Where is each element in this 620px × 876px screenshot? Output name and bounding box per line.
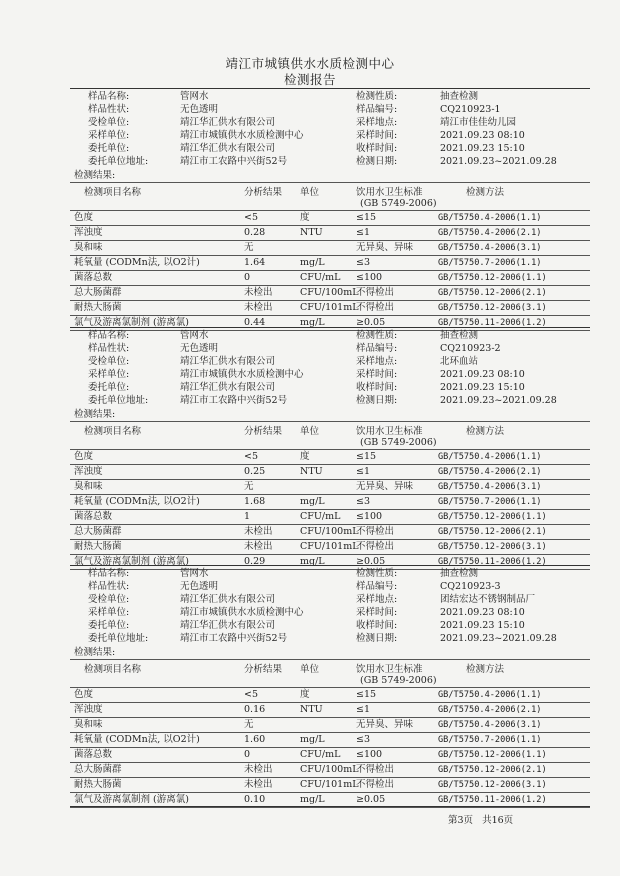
table-header: [0, 422, 620, 450]
cell-standard: ≤100: [356, 272, 383, 283]
meta-row: [0, 368, 620, 382]
meta-value: 管网水: [180, 568, 209, 579]
cell-unit: CFU/101mL: [300, 541, 359, 552]
cell-item: 耗氧量 (CODMn法, 以O2计): [74, 734, 200, 745]
meta-label: 采样单位:: [88, 607, 130, 618]
header-method: 检测方法: [466, 187, 505, 198]
cell-method: GB/T5750.12-2006(3.1): [438, 780, 547, 790]
cell-unit: mg/L: [300, 794, 325, 805]
cell-item: 耗氧量 (CODMn法, 以O2计): [74, 257, 200, 268]
meta-label: 检测日期:: [356, 633, 398, 644]
meta-value: 2021.09.23 15:10: [440, 382, 525, 393]
meta-label: 采样单位:: [88, 130, 130, 141]
meta-label: 检测性质:: [356, 91, 398, 102]
cell-standard: 不得检出: [356, 779, 395, 790]
divider-line: [70, 565, 590, 566]
cell-standard: ≥0.05: [356, 556, 386, 567]
table-row: [0, 480, 620, 494]
cell-standard: ≤3: [356, 734, 371, 745]
report-section: [0, 86, 620, 346]
header-standard-code: (GB 5749-2006): [360, 437, 437, 448]
meta-value: 靖江市佳佳幼儿园: [440, 117, 517, 128]
meta-label: 委托单位地址:: [88, 156, 149, 167]
meta-label: 委托单位:: [88, 620, 130, 631]
cell-result: 0: [244, 749, 251, 760]
cell-result: 0.44: [244, 317, 266, 328]
meta-label: 采样地点:: [356, 594, 398, 605]
table-row: [0, 301, 620, 315]
cell-item: 总大肠菌群: [74, 287, 122, 298]
table-row: [0, 226, 620, 240]
meta-label: 采样时间:: [356, 369, 398, 380]
cell-standard: ≤1: [356, 704, 371, 715]
meta-value: CQ210923-3: [440, 581, 501, 592]
meta-row: [0, 90, 620, 104]
table-row: [0, 286, 620, 300]
cell-result: 1.60: [244, 734, 266, 745]
cell-result: 0: [244, 272, 251, 283]
cell-method: GB/T5750.4-2006(3.1): [438, 243, 542, 253]
meta-row: [0, 632, 620, 646]
cell-item: 耗氧量 (CODMn法, 以O2计): [74, 496, 200, 507]
cell-standard: ≤15: [356, 212, 377, 223]
meta-value: 抽查检测: [440, 91, 479, 102]
cell-method: GB/T5750.7-2006(1.1): [438, 735, 542, 745]
cell-standard: ≤15: [356, 451, 377, 462]
meta-row: [0, 355, 620, 369]
cell-result: <5: [244, 451, 259, 462]
meta-label: 委托单位地址:: [88, 395, 149, 406]
meta-row: [0, 116, 620, 130]
divider-line: [70, 806, 590, 807]
cell-method: GB/T5750.11-2006(1.2): [438, 795, 547, 805]
cell-item: 色度: [74, 212, 94, 223]
table-header: [0, 183, 620, 211]
cell-method: GB/T5750.4-2006(2.1): [438, 705, 542, 715]
meta-value: 2021.09.23 08:10: [440, 607, 525, 618]
cell-method: GB/T5750.4-2006(1.1): [438, 690, 542, 700]
cell-result: 1.64: [244, 257, 266, 268]
meta-value: 靖江市工农路中兴街52号: [180, 395, 288, 406]
meta-value: 管网水: [180, 91, 209, 102]
cell-standard: ≤3: [356, 257, 371, 268]
cell-unit: CFU/mL: [300, 749, 341, 760]
cell-standard: 不得检出: [356, 287, 395, 298]
cell-result: 无: [244, 242, 254, 253]
cell-result: 未检出: [244, 287, 273, 298]
header-method: 检测方法: [466, 426, 505, 437]
meta-value: 靖江市城镇供水水质检测中心: [180, 130, 304, 141]
meta-row: [0, 142, 620, 156]
cell-item: 菌落总数: [74, 272, 113, 283]
cell-item: 总大肠菌群: [74, 764, 122, 775]
meta-value: 管网水: [180, 330, 209, 341]
cell-item: 氯气及游离氯制剂 (游离氯): [74, 317, 189, 328]
meta-label: 样品编号:: [356, 343, 398, 354]
cell-unit: 度: [300, 451, 310, 462]
meta-label: 采样地点:: [356, 117, 398, 128]
table-row: [0, 211, 620, 225]
cell-result: 0.25: [244, 466, 266, 477]
cell-item: 臭和味: [74, 481, 103, 492]
cell-item: 耐热大肠菌: [74, 541, 122, 552]
meta-value: 2021.09.23~2021.09.28: [440, 395, 557, 406]
cell-item: 浑浊度: [74, 466, 103, 477]
cell-item: 色度: [74, 689, 94, 700]
meta-label: 样品名称:: [88, 91, 130, 102]
header-unit: 单位: [300, 664, 320, 675]
cell-result: 无: [244, 719, 254, 730]
meta-value: 靖江华汇供水有限公司: [180, 620, 276, 631]
cell-unit: mg/L: [300, 257, 325, 268]
page-number: 第3页: [448, 815, 474, 826]
cell-method: GB/T5750.12-2006(3.1): [438, 542, 547, 552]
cell-standard: ≤15: [356, 689, 377, 700]
header-standard: 饮用水卫生标准: [356, 187, 423, 198]
cell-unit: CFU/100mL: [300, 764, 359, 775]
meta-value: CQ210923-1: [440, 104, 501, 115]
cell-method: GB/T5750.11-2006(1.2): [438, 557, 547, 567]
cell-method: GB/T5750.12-2006(1.1): [438, 750, 547, 760]
table-header: [0, 660, 620, 688]
meta-label: 收样时间:: [356, 382, 398, 393]
cell-result: 未检出: [244, 779, 273, 790]
cell-item: 臭和味: [74, 719, 103, 730]
cell-result: 无: [244, 481, 254, 492]
header-item: 检测项目名称: [84, 187, 142, 198]
cell-standard: 不得检出: [356, 302, 395, 313]
cell-method: GB/T5750.12-2006(2.1): [438, 765, 547, 775]
cell-method: GB/T5750.12-2006(2.1): [438, 527, 547, 537]
cell-standard: 不得检出: [356, 526, 395, 537]
divider-line: [70, 807, 590, 808]
meta-label: 收样时间:: [356, 143, 398, 154]
cell-method: GB/T5750.11-2006(1.2): [438, 318, 547, 328]
cell-unit: 度: [300, 212, 310, 223]
cell-item: 浑浊度: [74, 704, 103, 715]
header-result: 分析结果: [244, 426, 283, 437]
cell-item: 菌落总数: [74, 749, 113, 760]
cell-method: GB/T5750.4-2006(2.1): [438, 467, 542, 477]
meta-label: 收样时间:: [356, 620, 398, 631]
meta-label: 样品性状:: [88, 343, 130, 354]
meta-row: [0, 580, 620, 594]
table-row: [0, 241, 620, 255]
meta-value: 靖江华汇供水有限公司: [180, 356, 276, 367]
table-row: [0, 748, 620, 762]
table-row: [0, 703, 620, 717]
results-label: 检测结果:: [74, 170, 116, 181]
header-standard-code: (GB 5749-2006): [360, 675, 437, 686]
cell-result: 0.28: [244, 227, 266, 238]
meta-value: 靖江华汇供水有限公司: [180, 594, 276, 605]
meta-row: [0, 606, 620, 620]
page-title: 靖江市城镇供水水质检测中心: [225, 56, 395, 71]
report-section: [0, 563, 620, 823]
meta-label: 采样地点:: [356, 356, 398, 367]
cell-unit: mg/L: [300, 496, 325, 507]
meta-label: 检测日期:: [356, 156, 398, 167]
meta-label: 样品编号:: [356, 104, 398, 115]
meta-label: 样品名称:: [88, 568, 130, 579]
cell-unit: CFU/101mL: [300, 302, 359, 313]
meta-label: 样品性状:: [88, 581, 130, 592]
cell-unit: NTU: [300, 227, 323, 238]
cell-result: 未检出: [244, 764, 273, 775]
table-row: [0, 450, 620, 464]
cell-result: 1: [244, 511, 251, 522]
divider-line: [70, 327, 590, 328]
meta-value: 无色透明: [180, 343, 219, 354]
divider-line: [70, 88, 590, 89]
cell-standard: 不得检出: [356, 764, 395, 775]
header-unit: 单位: [300, 426, 320, 437]
table-row: [0, 465, 620, 479]
table-row: [0, 256, 620, 270]
cell-result: 0.29: [244, 556, 266, 567]
cell-method: GB/T5750.4-2006(1.1): [438, 452, 542, 462]
cell-method: GB/T5750.12-2006(1.1): [438, 512, 547, 522]
page-footer: [448, 812, 519, 826]
cell-result: 1.68: [244, 496, 266, 507]
header-item: 检测项目名称: [84, 426, 142, 437]
meta-row: [0, 381, 620, 395]
meta-value: 靖江市城镇供水水质检测中心: [180, 369, 304, 380]
meta-row: [0, 619, 620, 633]
meta-label: 检测日期:: [356, 395, 398, 406]
table-row: [0, 733, 620, 747]
table-row: [0, 510, 620, 524]
meta-label: 受检单位:: [88, 356, 130, 367]
meta-value: 2021.09.23 15:10: [440, 620, 525, 631]
header-method: 检测方法: [466, 664, 505, 675]
meta-row: [0, 342, 620, 356]
meta-label: 受检单位:: [88, 594, 130, 605]
header-standard: 饮用水卫生标准: [356, 664, 423, 675]
meta-label: 采样时间:: [356, 607, 398, 618]
meta-row: [0, 155, 620, 169]
meta-value: 团结宏达不锈钢制品厂: [440, 594, 536, 605]
meta-value: 靖江市工农路中兴街52号: [180, 633, 288, 644]
meta-value: 靖江华汇供水有限公司: [180, 117, 276, 128]
cell-item: 浑浊度: [74, 227, 103, 238]
meta-label: 样品编号:: [356, 581, 398, 592]
table-row: [0, 718, 620, 732]
cell-item: 菌落总数: [74, 511, 113, 522]
meta-label: 委托单位:: [88, 143, 130, 154]
cell-unit: CFU/100mL: [300, 526, 359, 537]
meta-value: 无色透明: [180, 104, 219, 115]
meta-label: 委托单位:: [88, 382, 130, 393]
cell-result: <5: [244, 689, 259, 700]
meta-value: 靖江华汇供水有限公司: [180, 382, 276, 393]
meta-value: 无色透明: [180, 581, 219, 592]
meta-value: 抽查检测: [440, 330, 479, 341]
meta-value: 2021.09.23~2021.09.28: [440, 156, 557, 167]
meta-row: [0, 593, 620, 607]
cell-unit: CFU/mL: [300, 272, 341, 283]
meta-label: 检测性质:: [356, 568, 398, 579]
meta-value: 2021.09.23 08:10: [440, 369, 525, 380]
meta-row: [0, 329, 620, 343]
table-row: [0, 688, 620, 702]
table-row: [0, 793, 620, 807]
cell-standard: ≤1: [356, 227, 371, 238]
cell-result: 未检出: [244, 541, 273, 552]
cell-item: 耐热大肠菌: [74, 302, 122, 313]
cell-result: 未检出: [244, 526, 273, 537]
table-row: [0, 778, 620, 792]
cell-item: 氯气及游离氯制剂 (游离氯): [74, 556, 189, 567]
cell-unit: NTU: [300, 466, 323, 477]
meta-value: 2021.09.23 15:10: [440, 143, 525, 154]
cell-result: <5: [244, 212, 259, 223]
cell-unit: mg/L: [300, 317, 325, 328]
cell-method: GB/T5750.4-2006(3.1): [438, 720, 542, 730]
meta-row: [0, 567, 620, 581]
cell-method: GB/T5750.4-2006(2.1): [438, 228, 542, 238]
cell-standard: 不得检出: [356, 541, 395, 552]
meta-label: 样品性状:: [88, 104, 130, 115]
cell-standard: ≤3: [356, 496, 371, 507]
meta-label: 检测性质:: [356, 330, 398, 341]
cell-method: GB/T5750.12-2006(2.1): [438, 288, 547, 298]
cell-unit: 度: [300, 689, 310, 700]
meta-value: 2021.09.23~2021.09.28: [440, 633, 557, 644]
header-standard: 饮用水卫生标准: [356, 426, 423, 437]
meta-label: 采样时间:: [356, 130, 398, 141]
cell-method: GB/T5750.4-2006(3.1): [438, 482, 542, 492]
meta-label: 样品名称:: [88, 330, 130, 341]
cell-method: GB/T5750.4-2006(1.1): [438, 213, 542, 223]
cell-standard: 无异臭、异味: [356, 481, 414, 492]
meta-label: 委托单位地址:: [88, 633, 149, 644]
cell-unit: NTU: [300, 704, 323, 715]
cell-standard: ≤100: [356, 749, 383, 760]
results-label: 检测结果:: [74, 409, 116, 420]
table-row: [0, 540, 620, 554]
meta-label: 采样单位:: [88, 369, 130, 380]
cell-unit: mg/L: [300, 556, 325, 567]
cell-standard: 无异臭、异味: [356, 719, 414, 730]
cell-method: GB/T5750.7-2006(1.1): [438, 497, 542, 507]
cell-result: 0.10: [244, 794, 266, 805]
header-unit: 单位: [300, 187, 320, 198]
cell-method: GB/T5750.7-2006(1.1): [438, 258, 542, 268]
report-section: [0, 325, 620, 585]
cell-unit: mg/L: [300, 734, 325, 745]
meta-row: [0, 129, 620, 143]
cell-method: GB/T5750.12-2006(1.1): [438, 273, 547, 283]
cell-standard: ≥0.05: [356, 317, 386, 328]
header-standard-code: (GB 5749-2006): [360, 198, 437, 209]
cell-unit: CFU/mL: [300, 511, 341, 522]
cell-result: 未检出: [244, 302, 273, 313]
results-label: 检测结果:: [74, 647, 116, 658]
cell-result: 0.16: [244, 704, 266, 715]
meta-value: 抽查检测: [440, 568, 479, 579]
header-result: 分析结果: [244, 664, 283, 675]
cell-standard: 无异臭、异味: [356, 242, 414, 253]
meta-value: 北环血站: [440, 356, 479, 367]
cell-item: 臭和味: [74, 242, 103, 253]
cell-item: 总大肠菌群: [74, 526, 122, 537]
meta-row: [0, 103, 620, 117]
cell-method: GB/T5750.12-2006(3.1): [438, 303, 547, 313]
cell-item: 色度: [74, 451, 94, 462]
table-row: [0, 763, 620, 777]
page-subtitle: 检测报告: [283, 72, 336, 87]
header-item: 检测项目名称: [84, 664, 142, 675]
cell-standard: ≥0.05: [356, 794, 386, 805]
table-row: [0, 525, 620, 539]
cell-unit: CFU/101mL: [300, 779, 359, 790]
cell-standard: ≤100: [356, 511, 383, 522]
meta-value: 靖江华汇供水有限公司: [180, 143, 276, 154]
header-result: 分析结果: [244, 187, 283, 198]
meta-value: 2021.09.23 08:10: [440, 130, 525, 141]
meta-label: 受检单位:: [88, 117, 130, 128]
meta-value: 靖江市城镇供水水质检测中心: [180, 607, 304, 618]
page-total: 共16页: [482, 815, 514, 826]
cell-unit: CFU/100mL: [300, 287, 359, 298]
meta-value: 靖江市工农路中兴街52号: [180, 156, 288, 167]
cell-item: 耐热大肠菌: [74, 779, 122, 790]
table-row: [0, 495, 620, 509]
cell-standard: ≤1: [356, 466, 371, 477]
cell-item: 氯气及游离氯制剂 (游离氯): [74, 794, 189, 805]
meta-row: [0, 394, 620, 408]
meta-value: CQ210923-2: [440, 343, 501, 354]
table-row: [0, 271, 620, 285]
